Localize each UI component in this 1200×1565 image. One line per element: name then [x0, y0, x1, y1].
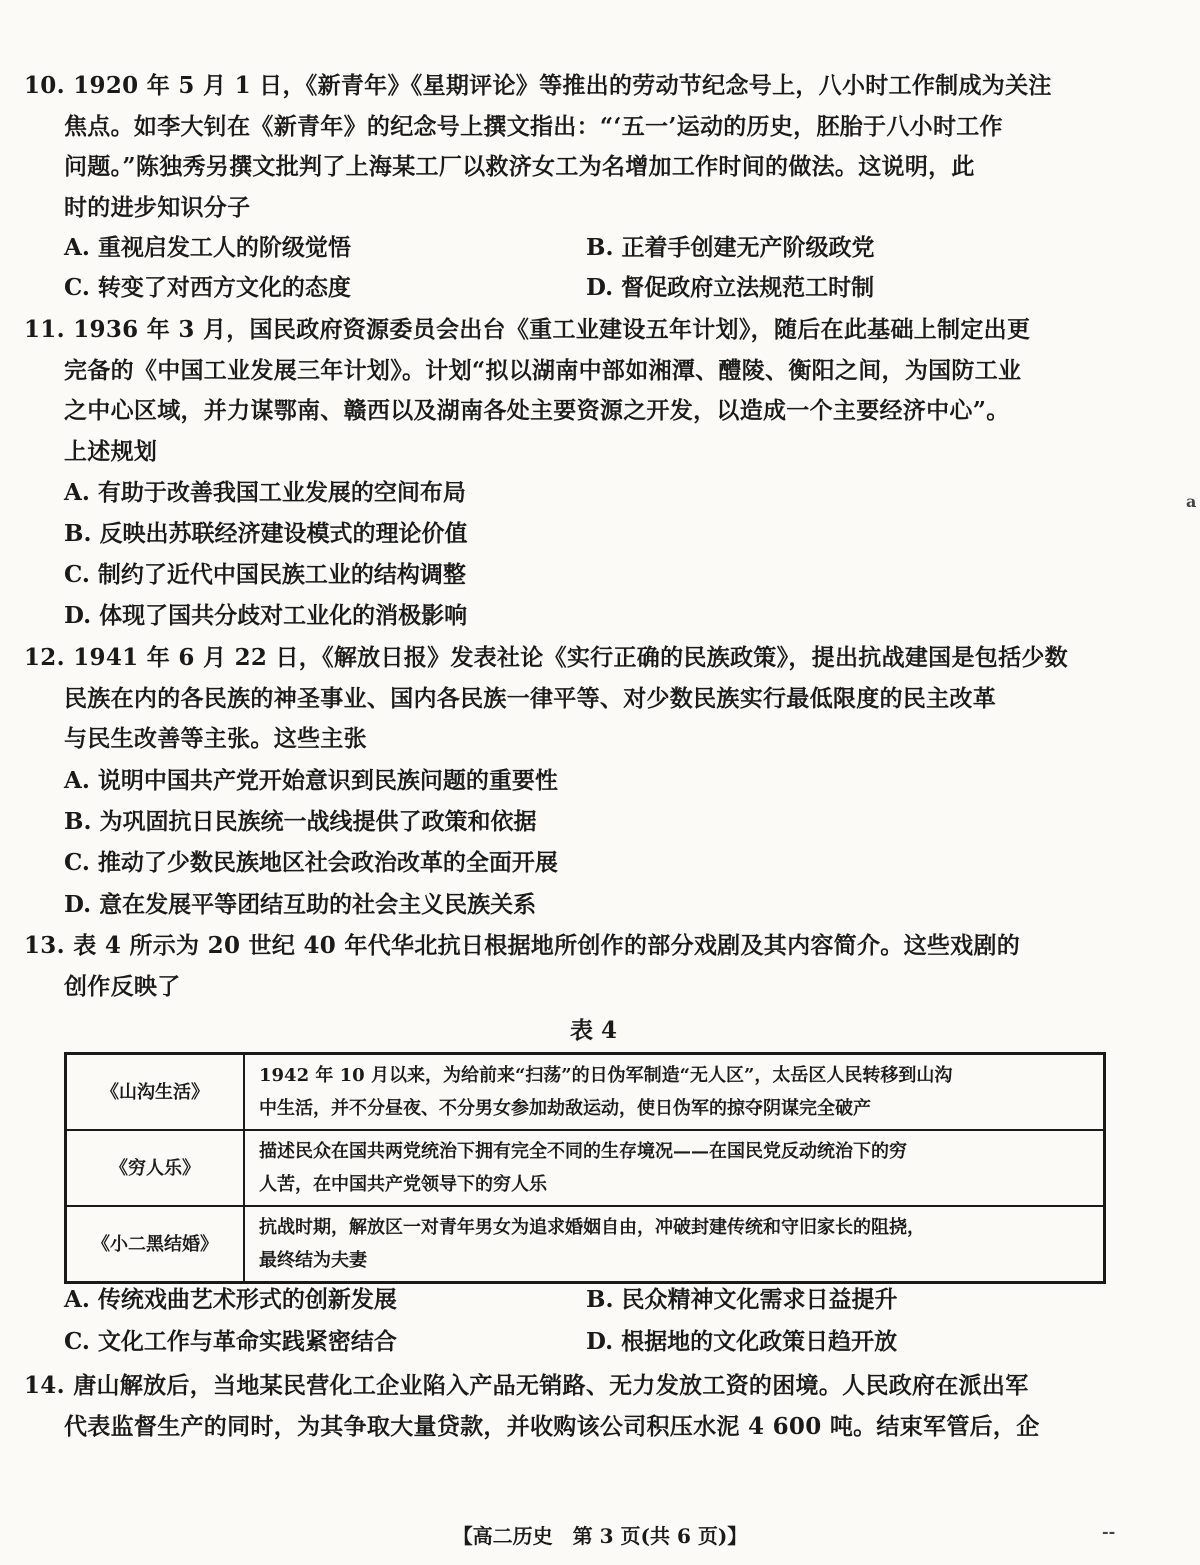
question-12-option-d: D. 意在发展平等团结互助的社会主义民族关系: [64, 891, 537, 918]
question-12-line-2: 民族在内的各民族的神圣事业、国内各民族一律平等、对少数民族实行最低限度的民主改革: [64, 684, 996, 712]
table-caption: 表 4: [570, 1017, 618, 1044]
question-12-option-a: A. 说明中国共产党开始意识到民族问题的重要性: [64, 767, 558, 794]
question-10-line-2: 焦点。如李大钊在《新青年》的纪念号上撰文指出：“‘五一’运动的历史，胚胎于八小时工作: [64, 112, 1003, 140]
question-13-option-d: D. 根据地的文化政策日趋开放: [586, 1328, 898, 1355]
question-10-option-b: B. 正着手创建无产阶级政党: [586, 234, 875, 261]
margin-mark: a: [1186, 492, 1197, 511]
drama-title: 《穷人乐》: [66, 1130, 245, 1206]
question-13-option-b: B. 民众精神文化需求日益提升: [586, 1286, 898, 1313]
question-14-line-2: 代表监督生产的同时，为其争取大量贷款，并收购该公司积压水泥 4 600 吨。结束军管后，企: [64, 1412, 1040, 1440]
question-12-line-1: 12. 1941 年 6 月 22 日，《解放日报》发表社论《实行正确的民族政策》，提出抗战建国是包括少数: [24, 644, 1068, 671]
question-10: [24, 66, 1114, 228]
drama-description: [244, 1206, 1105, 1283]
question-11-line-2: 完备的《中国工业发展三年计划》。计划“拟以湖南中部如湘潭、醴陵、衡阳之间，为国防工业: [64, 356, 1022, 384]
page-footer: 【高二历史 第 3 页(共 6 页)】: [452, 1524, 748, 1548]
drama-description-line: 最终结为夫妻: [259, 1250, 367, 1271]
question-13-line-1: 13. 表 4 所示为 20 世纪 40 年代华北抗日根据地所创作的部分戏剧及其内容简介。这些戏剧的: [24, 932, 1021, 959]
drama-description-line: 描述民众在国共两党统治下拥有完全不同的生存境况——在国民党反动统治下的穷: [259, 1141, 907, 1162]
question-12-option-b: B. 为巩固抗日民族统一战线提供了政策和依据: [64, 808, 537, 835]
drama-description-line: 抗战时期，解放区一对青年男女为追求婚姻自由，冲破封建传统和守旧家长的阻挠，: [259, 1217, 925, 1238]
question-10-option-a: A. 重视启发工人的阶级觉悟: [64, 234, 351, 261]
table-row: [66, 1054, 1105, 1131]
drama-description: [244, 1130, 1105, 1206]
question-11-line-4: 上述规划: [64, 437, 158, 465]
question-13-option-a: A. 传统戏曲艺术形式的创新发展: [64, 1286, 397, 1313]
question-10-line-1: 10. 1920 年 5 月 1 日，《新青年》《星期评论》等推出的劳动节纪念号上，八小时工作制成为关注: [24, 72, 1052, 99]
drama-description-line: 人苦，在中国共产党领导下的穷人乐: [259, 1174, 547, 1195]
drama-title: 《小二黑结婚》: [66, 1206, 245, 1283]
question-14: [24, 1366, 1114, 1447]
question-11-line-1: 11. 1936 年 3 月，国民政府资源委员会出台《重工业建设五年计划》，随后在此基础上制定出更: [24, 316, 1031, 343]
question-12-option-c: C. 推动了少数民族地区社会政治改革的全面开展: [64, 849, 558, 876]
question-11: [24, 310, 1114, 472]
drama-table: [64, 1052, 1106, 1284]
table-row: [66, 1206, 1105, 1283]
question-10-option-c: C. 转变了对西方文化的态度: [64, 274, 351, 301]
question-14-line-1: 14. 唐山解放后，当地某民营化工企业陷入产品无销路、无力发放工资的困境。人民政府在派出军: [24, 1372, 1029, 1399]
table-row: [66, 1130, 1105, 1206]
question-11-option-d: D. 体现了国共分歧对工业化的消极影响: [64, 602, 468, 629]
drama-description-line: 1942 年 10 月以来，为给前来“扫荡”的日伪军制造“无人区”，太岳区人民转移到山沟: [259, 1065, 953, 1086]
question-12: [24, 638, 1114, 760]
question-11-line-3: 之中心区域，并力谋鄂南、赣西以及湖南各处主要资源之开发，以造成一个主要经济中心”。: [64, 397, 1010, 424]
drama-description: [244, 1054, 1105, 1131]
question-12-line-3: 与民生改善等主张。这些主张: [64, 725, 367, 752]
drama-description-line: 中生活，并不分昼夜、不分男女参加劫敌运动，使日伪军的掠夺阴谋完全破产: [259, 1098, 871, 1119]
question-10-option-d: D. 督促政府立法规范工时制: [586, 274, 875, 301]
question-13-line-2: 创作反映了: [64, 972, 181, 1000]
question-11-option-c: C. 制约了近代中国民族工业的结构调整: [64, 561, 466, 588]
question-13-option-c: C. 文化工作与革命实践紧密结合: [64, 1328, 397, 1355]
question-10-line-4: 时的进步知识分子: [64, 193, 251, 221]
question-11-option-a: A. 有助于改善我国工业发展的空间布局: [64, 479, 466, 506]
margin-mark-bottom: --: [1102, 1522, 1116, 1541]
question-11-option-b: B. 反映出苏联经济建设模式的理论价值: [64, 520, 468, 547]
question-13: [24, 926, 1114, 1007]
drama-title: 《山沟生活》: [66, 1054, 245, 1131]
question-10-line-3: 问题。”陈独秀另撰文批判了上海某工厂以救济女工为名增加工作时间的做法。这说明，此: [64, 153, 975, 180]
